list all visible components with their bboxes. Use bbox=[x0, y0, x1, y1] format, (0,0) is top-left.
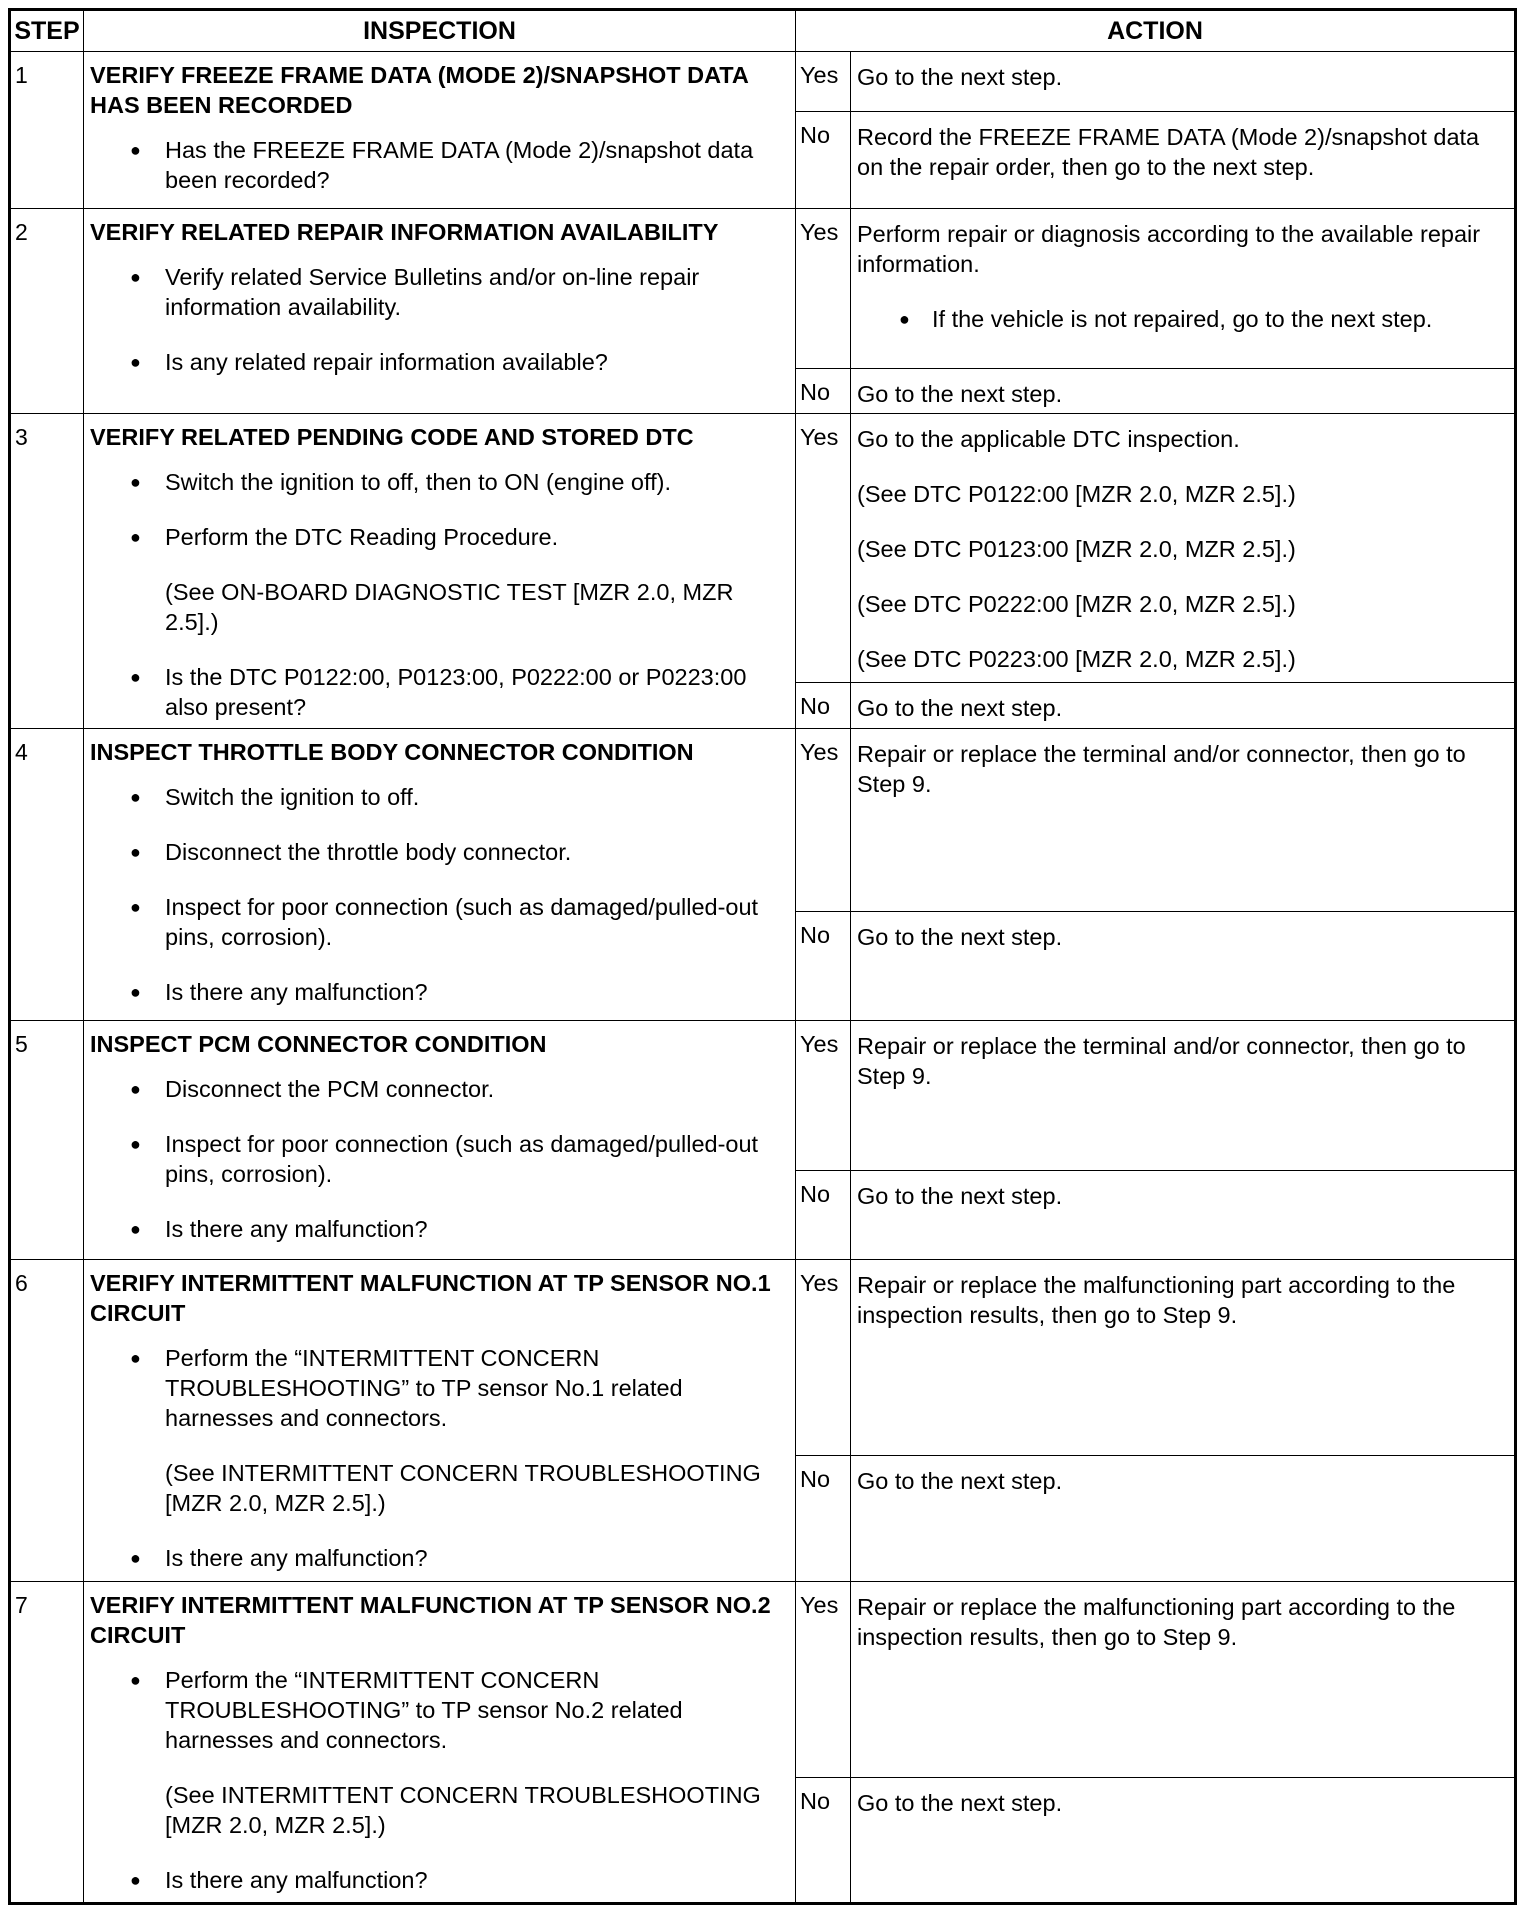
header-action: ACTION bbox=[796, 10, 1516, 52]
yes-label: Yes bbox=[796, 52, 851, 112]
yes-label: Yes bbox=[796, 209, 851, 369]
action-text: Go to the applicable DTC inspection. bbox=[857, 426, 1240, 452]
action-text: (See DTC P0122:00 [MZR 2.0, MZR 2.5].) bbox=[857, 481, 1296, 507]
action-text: Perform repair or diagnosis according to the available repair information. bbox=[857, 221, 1481, 277]
action-text: Go to the next step. bbox=[857, 1468, 1063, 1494]
inspection-bullet-item: ● Switch the ignition to off, then to ON (engine off). bbox=[90, 467, 785, 497]
yes-label: Yes bbox=[796, 1021, 851, 1171]
no-label: No bbox=[796, 1171, 851, 1260]
header-row bbox=[10, 10, 1516, 52]
inspection-title: VERIFY RELATED REPAIR INFORMATION AVAILABILITY bbox=[90, 219, 719, 245]
no-action-cell bbox=[851, 369, 1516, 414]
inspection-cell bbox=[84, 52, 796, 209]
inspection-title: VERIFY INTERMITTENT MALFUNCTION AT TP SENSOR NO.2 CIRCUIT bbox=[90, 1592, 771, 1648]
yes-action-cell bbox=[851, 1582, 1516, 1778]
step-row-1-yes bbox=[10, 52, 1516, 112]
yes-action-cell bbox=[851, 414, 1516, 683]
inspection-reference-note: (See INTERMITTENT CONCERN TROUBLESHOOTING [MZR 2.0, MZR 2.5].) bbox=[165, 1460, 761, 1516]
step-row-5-yes bbox=[10, 1021, 1516, 1171]
yes-action-cell bbox=[851, 209, 1516, 369]
no-action-cell bbox=[851, 912, 1516, 1021]
inspection-bullet-item: ● Is there any malfunction? bbox=[90, 1865, 785, 1895]
inspection-cell bbox=[84, 1582, 796, 1904]
inspection-title: VERIFY INTERMITTENT MALFUNCTION AT TP SENSOR NO.1 CIRCUIT bbox=[90, 1270, 771, 1326]
diagnostic-procedure-table bbox=[8, 8, 1517, 1905]
inspection-bullet-item: ● Switch the ignition to off. bbox=[90, 782, 785, 812]
inspection-bullet-item: ● Inspect for poor connection (such as damaged/pulled-out pins, corrosion). bbox=[90, 1129, 785, 1189]
action-text: Repair or replace the malfunctioning part according to the inspection results, then go to Step 9. bbox=[857, 1272, 1456, 1328]
no-action-cell bbox=[851, 112, 1516, 209]
inspection-bullet-item: ● Is there any malfunction? bbox=[90, 1214, 785, 1244]
inspection-title: VERIFY RELATED PENDING CODE AND STORED DTC bbox=[90, 424, 694, 450]
inspection-cell bbox=[84, 209, 796, 414]
step-number: 5 bbox=[10, 1021, 84, 1260]
step-row-2-yes bbox=[10, 209, 1516, 369]
inspection-bullet-item: ● Is there any malfunction? bbox=[90, 1543, 785, 1573]
action-text: Go to the next step. bbox=[857, 695, 1063, 722]
step-number: 7 bbox=[10, 1582, 84, 1904]
step-number: 4 bbox=[10, 729, 84, 1021]
inspection-reference-note: (See INTERMITTENT CONCERN TROUBLESHOOTING [MZR 2.0, MZR 2.5].) bbox=[165, 1782, 761, 1838]
no-action-cell bbox=[851, 683, 1516, 729]
action-text: Repair or replace the terminal and/or connector, then go to Step 9. bbox=[857, 1033, 1466, 1089]
no-label: No bbox=[796, 369, 851, 414]
action-text: Repair or replace the terminal and/or connector, then go to Step 9. bbox=[857, 741, 1466, 797]
no-label: No bbox=[796, 683, 851, 729]
yes-label: Yes bbox=[796, 414, 851, 683]
inspection-title: VERIFY FREEZE FRAME DATA (MODE 2)/SNAPSHOT DATA HAS BEEN RECORDED bbox=[90, 62, 749, 118]
no-label: No bbox=[796, 912, 851, 1021]
inspection-cell bbox=[84, 1021, 796, 1260]
inspection-bullet-item: ● Verify related Service Bulletins and/or on-line repair information availability. bbox=[90, 262, 785, 322]
inspection-bullet-item: ● Is any related repair information available? bbox=[90, 347, 785, 377]
inspection-bullet-item: ● Perform the “INTERMITTENT CONCERN TROUBLESHOOTING” to TP sensor No.1 related harnesses and connectors. bbox=[90, 1343, 785, 1433]
inspection-bullet-item: ● Is there any malfunction? bbox=[90, 977, 785, 1007]
step-number: 2 bbox=[10, 209, 84, 414]
action-text: Go to the next step. bbox=[857, 924, 1063, 950]
inspection-cell bbox=[84, 414, 796, 729]
step-number: 6 bbox=[10, 1260, 84, 1582]
no-action-cell bbox=[851, 1456, 1516, 1582]
step-number: 1 bbox=[10, 52, 84, 209]
header-inspection: INSPECTION bbox=[84, 10, 796, 52]
inspection-bullet-item: ● Perform the “INTERMITTENT CONCERN TROUBLESHOOTING” to TP sensor No.2 related harnesses and connectors. bbox=[90, 1665, 785, 1755]
no-label: No bbox=[796, 1456, 851, 1582]
step-number: 3 bbox=[10, 414, 84, 729]
step-row-6-yes bbox=[10, 1260, 1516, 1456]
action-text: (See DTC P0222:00 [MZR 2.0, MZR 2.5].) bbox=[857, 591, 1296, 617]
inspection-bullet-item: ● Has the FREEZE FRAME DATA (Mode 2)/snapshot data been recorded? bbox=[90, 135, 785, 195]
no-label: No bbox=[796, 112, 851, 209]
yes-action-cell bbox=[851, 1260, 1516, 1456]
step-row-4-yes bbox=[10, 729, 1516, 912]
action-text: Go to the next step. bbox=[857, 1183, 1063, 1209]
inspection-bullet-item: ● Disconnect the throttle body connector. bbox=[90, 837, 785, 867]
inspection-bullet-item: ● Disconnect the PCM connector. bbox=[90, 1074, 785, 1104]
step-row-3-yes bbox=[10, 414, 1516, 683]
action-text: (See DTC P0223:00 [MZR 2.0, MZR 2.5].) bbox=[857, 646, 1296, 672]
action-text: Go to the next step. bbox=[857, 1790, 1063, 1816]
no-label: No bbox=[796, 1778, 851, 1904]
action-bullet-item: ● If the vehicle is not repaired, go to the next step. bbox=[857, 304, 1506, 334]
inspection-title: INSPECT THROTTLE BODY CONNECTOR CONDITION bbox=[90, 739, 694, 765]
action-text: (See DTC P0123:00 [MZR 2.0, MZR 2.5].) bbox=[857, 536, 1296, 562]
yes-label: Yes bbox=[796, 729, 851, 912]
action-text: Go to the next step. bbox=[857, 64, 1063, 90]
inspection-bullet-item: ● Perform the DTC Reading Procedure. bbox=[90, 522, 785, 552]
yes-label: Yes bbox=[796, 1582, 851, 1778]
action-text: Record the FREEZE FRAME DATA (Mode 2)/snapshot data on the repair order, then go to the next step. bbox=[857, 124, 1480, 180]
inspection-cell bbox=[84, 1260, 796, 1582]
yes-action-cell bbox=[851, 729, 1516, 912]
inspection-bullet-item: ● Inspect for poor connection (such as damaged/pulled-out pins, corrosion). bbox=[90, 892, 785, 952]
action-text: Go to the next step. bbox=[857, 381, 1063, 407]
yes-label: Yes bbox=[796, 1260, 851, 1456]
inspection-cell bbox=[84, 729, 796, 1021]
yes-action-cell bbox=[851, 1021, 1516, 1171]
inspection-reference-note: (See ON-BOARD DIAGNOSTIC TEST [MZR 2.0, MZR 2.5].) bbox=[165, 579, 734, 635]
header-step: STEP bbox=[10, 10, 84, 52]
no-action-cell bbox=[851, 1778, 1516, 1904]
inspection-bullet-item: ● Is the DTC P0122:00, P0123:00, P0222:00 or P0223:00 also present? bbox=[90, 662, 785, 722]
yes-action-cell bbox=[851, 52, 1516, 112]
inspection-title: INSPECT PCM CONNECTOR CONDITION bbox=[90, 1031, 547, 1057]
no-action-cell bbox=[851, 1171, 1516, 1260]
action-text: Repair or replace the malfunctioning part according to the inspection results, then go to Step 9. bbox=[857, 1594, 1456, 1650]
step-row-7-yes bbox=[10, 1582, 1516, 1778]
